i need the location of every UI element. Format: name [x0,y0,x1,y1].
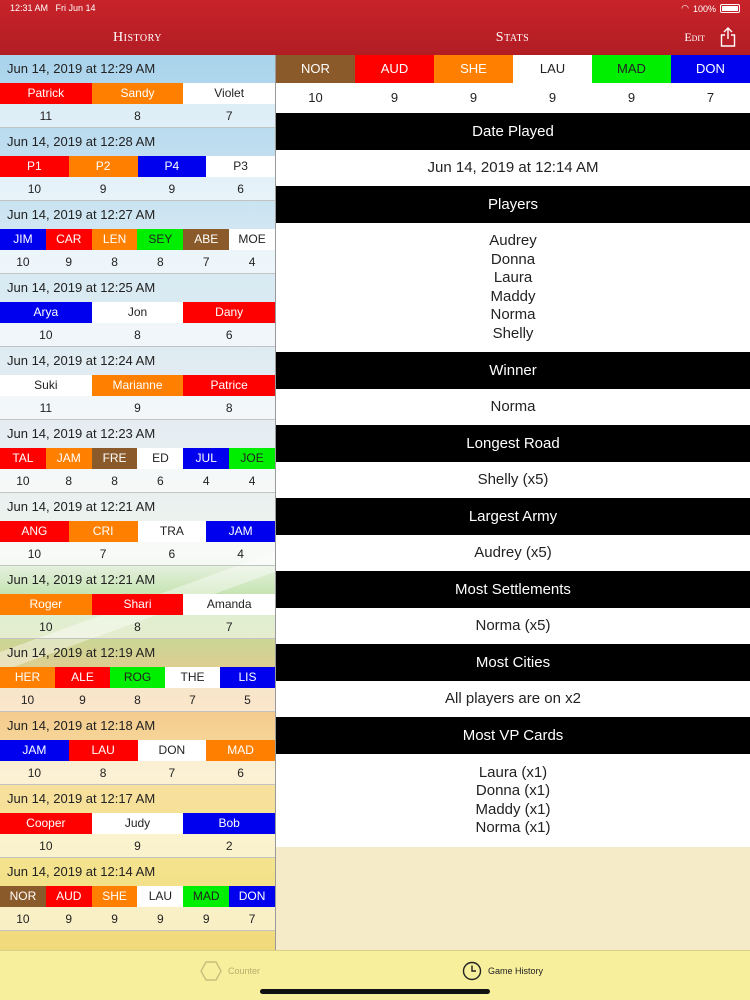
stats-sections [276,113,750,847]
stats-value-line: Maddy (x1) [475,800,551,818]
game-player-names [0,229,275,250]
player-name-cell: SHE [92,886,138,907]
player-score-cell: 6 [157,474,164,488]
player-name-cell: Sandy [92,83,184,104]
game-player-scores [0,761,275,785]
history-game-row[interactable] [0,347,275,420]
player-score-cell: 4 [248,474,256,488]
game-date: Jun 14, 2019 at 12:18 AM [7,718,156,733]
player-name-cell: JAM [0,740,69,761]
stats-section-body [276,150,750,186]
player-score-cell: 8 [134,109,141,123]
battery-percent: 100% [692,3,716,14]
player-score-cell: 4 [202,474,210,488]
player-score-cell: 10 [27,547,42,561]
stats-player-score: 9 [390,90,399,105]
player-score-cell: 7 [202,255,210,269]
player-score-cell: 10 [39,620,53,634]
edit-button[interactable]: Edit [684,30,705,44]
player-name-cell: ED [137,448,183,469]
history-game-row[interactable] [0,493,275,566]
player-name-cell: Violet [183,83,275,104]
stats-value-line: Norma [490,306,536,324]
stats-value-line: Shelly [492,324,534,342]
stats-value-line: Donna [490,250,536,268]
player-name-cell: Dany [183,302,275,323]
game-player-names [0,521,275,542]
share-icon[interactable] [720,27,736,47]
player-score-cell: 9 [99,182,107,196]
player-name-cell: NOR [0,886,46,907]
player-score-cell: 8 [99,766,107,780]
player-name-cell: MOE [229,229,275,250]
history-game-row[interactable] [0,858,275,931]
game-date: Jun 14, 2019 at 12:21 AM [7,572,156,587]
player-score-cell: 9 [157,912,164,926]
game-player-scores [0,688,275,712]
stats-section-header: Players [276,186,750,223]
tab-counter-label: Counter [228,966,261,976]
player-score-cell: 7 [99,547,107,561]
player-name-cell: P2 [69,156,138,177]
stats-player-name: NOR [276,55,355,83]
history-game-row[interactable] [0,566,275,639]
player-name-cell: Cooper [0,813,92,834]
player-name-cell: MAD [206,740,275,761]
stats-player-score: 9 [469,90,478,105]
game-date: Jun 14, 2019 at 12:25 AM [7,280,156,295]
history-title: History [113,30,162,45]
player-score-cell: 10 [27,766,42,780]
player-name-cell: JIM [0,229,46,250]
stats-value-line: Shelly (x5) [477,471,549,489]
stats-player-score: 9 [548,90,557,105]
player-name-cell: ABE [183,229,229,250]
stats-player-name: SHE [434,55,513,83]
player-score-cell: 11 [39,109,53,123]
game-player-names [0,375,275,396]
player-score-cell: 9 [79,693,86,707]
stats-value-line: Norma (x5) [475,617,551,635]
game-date: Jun 14, 2019 at 12:21 AM [7,499,156,514]
stats-section-body [276,223,750,352]
history-game-row[interactable] [0,55,275,128]
stats-player-score: 9 [627,90,636,105]
player-name-cell: LAU [69,740,138,761]
game-date: Jun 14, 2019 at 12:24 AM [7,353,156,368]
game-player-scores [0,834,275,858]
game-date: Jun 14, 2019 at 12:28 AM [7,134,156,149]
player-name-cell: Patrice [183,375,275,396]
game-player-scores [0,104,275,128]
player-score-cell: 2 [225,839,233,853]
player-name-cell: Judy [92,813,184,834]
player-name-cell: Arya [0,302,92,323]
game-player-scores [0,615,275,639]
player-score-cell: 9 [65,912,73,926]
history-game-row[interactable] [0,201,275,274]
game-player-names [0,448,275,469]
stats-value-line: Audrey (x5) [474,544,552,562]
player-name-cell: FRE [92,448,138,469]
player-score-cell: 9 [134,839,141,853]
player-score-cell: 10 [39,328,53,342]
stats-value-line: Jun 14, 2019 at 12:14 AM [427,158,599,176]
player-name-cell: ANG [0,521,69,542]
player-score-cell: 6 [237,182,244,196]
game-player-names [0,740,275,761]
game-player-scores [0,469,275,493]
player-score-cell: 8 [111,255,118,269]
player-name-cell: JAM [206,521,275,542]
game-player-names [0,813,275,834]
player-score-cell: 7 [168,766,176,780]
tab-counter[interactable] [200,961,260,981]
history-game-row[interactable] [0,785,275,858]
stats-section-body [276,608,750,644]
player-score-cell: 10 [16,912,30,926]
stats-value-line: Norma (x1) [475,819,551,837]
player-score-cell: 4 [237,547,244,561]
player-name-cell: TRA [138,521,207,542]
battery-icon [720,4,740,13]
player-score-cell: 6 [168,547,176,561]
game-date: Jun 14, 2019 at 12:17 AM [7,791,156,806]
game-player-names [0,667,275,688]
player-name-cell: JUL [183,448,229,469]
player-score-cell: 10 [27,182,42,196]
player-name-cell: DON [229,886,275,907]
player-name-cell: Shari [92,594,184,615]
clock-icon [462,961,482,981]
player-name-cell: MAD [183,886,229,907]
stats-section-header: Most VP Cards [276,717,750,754]
status-clock: 12:31 AM [10,3,49,13]
player-name-cell: Amanda [183,594,275,615]
player-score-cell: 10 [16,474,30,488]
game-date: Jun 14, 2019 at 12:27 AM [7,207,156,222]
player-score-cell: 11 [39,401,53,415]
stats-value-line: All players are on x2 [445,690,581,708]
hexagon-icon [200,961,222,981]
player-score-cell: 7 [248,912,256,926]
status-time [10,3,96,13]
home-indicator [260,989,490,994]
game-player-scores [0,542,275,566]
player-name-cell: Suki [0,375,92,396]
player-name-cell: CRI [69,521,138,542]
player-score-cell: 5 [244,693,251,707]
stats-player-score: 10 [308,90,323,105]
player-name-cell: P1 [0,156,69,177]
tab-game-history[interactable] [462,961,543,981]
stats-value-line: Laura [493,269,533,287]
stats-title: Stats [495,30,530,45]
history-game-row[interactable] [0,420,275,493]
player-name-cell: Jon [92,302,184,323]
history-game-row[interactable] [0,128,275,201]
player-score-cell: 10 [16,255,30,269]
game-player-names [0,83,275,104]
player-score-cell: 10 [39,839,53,853]
player-name-cell: THE [165,667,220,688]
player-name-cell: HER [0,667,55,688]
player-score-cell: 8 [134,328,141,342]
stats-value-line: Audrey [489,232,537,250]
player-name-cell: LEN [92,229,138,250]
history-game-row[interactable] [0,712,275,785]
stats-value-line: Norma [490,398,536,416]
game-player-scores [0,323,275,347]
stats-section-header: Winner [276,352,750,389]
game-date: Jun 14, 2019 at 12:23 AM [7,426,156,441]
history-game-row[interactable] [0,639,275,712]
game-player-scores [0,250,275,274]
player-score-cell: 7 [225,620,233,634]
stats-player-name: LAU [513,55,592,83]
player-name-cell: P3 [206,156,275,177]
player-score-cell: 9 [168,182,176,196]
player-name-cell: ALE [55,667,110,688]
player-name-cell: P4 [138,156,207,177]
game-player-names [0,302,275,323]
player-name-cell: LIS [220,667,275,688]
stats-player-name: AUD [355,55,434,83]
player-score-cell: 7 [189,693,196,707]
player-score-cell: 6 [225,328,233,342]
stats-value-line: Laura (x1) [478,763,548,781]
stats-section-body [276,681,750,717]
stats-section-body [276,462,750,498]
game-player-names [0,156,275,177]
player-score-cell: 10 [20,693,35,707]
game-date: Jun 14, 2019 at 12:19 AM [7,645,156,660]
game-date: Jun 14, 2019 at 12:29 AM [7,61,156,76]
stats-section-header: Largest Army [276,498,750,535]
player-name-cell: AUD [46,886,92,907]
player-score-cell: 4 [248,255,256,269]
player-name-cell: LAU [137,886,183,907]
stats-player-score: 7 [706,90,715,105]
tab-history-label: Game History [488,966,544,976]
stats-section-header: Most Cities [276,644,750,681]
game-player-scores [0,396,275,420]
game-history-list[interactable] [0,55,275,950]
status-bar [10,3,740,15]
player-name-cell: Patrick [0,83,92,104]
game-player-scores [0,177,275,201]
game-date: Jun 14, 2019 at 12:14 AM [7,864,156,879]
player-name-cell: DON [138,740,207,761]
stats-value-line: Donna (x1) [475,782,551,800]
player-score-cell: 6 [237,766,244,780]
stats-value-line: Maddy [490,287,536,305]
player-name-cell: Bob [183,813,275,834]
tab-bar [0,950,750,1000]
player-score-cell: 7 [225,109,233,123]
stats-player-scores [276,83,750,113]
stats-section-body [276,754,750,847]
player-name-cell: ROG [110,667,165,688]
stats-player-name: DON [671,55,750,83]
player-name-cell: JOE [229,448,275,469]
wifi-icon: ◠ [681,3,689,13]
status-right [681,3,740,14]
player-score-cell: 8 [134,620,141,634]
stats-player-name: MAD [592,55,671,83]
player-score-cell: 8 [225,401,233,415]
game-stats-panel [276,55,750,950]
stats-player-names [276,55,750,83]
navigation-bar [0,0,750,55]
game-player-scores [0,907,275,931]
player-name-cell: Marianne [92,375,184,396]
status-date: Fri Jun 14 [55,3,96,13]
stats-section-header: Date Played [276,113,750,150]
stats-section-body [276,535,750,571]
stats-section-body [276,389,750,425]
player-score-cell: 9 [65,255,73,269]
player-score-cell: 9 [134,401,141,415]
stats-section-header: Longest Road [276,425,750,462]
game-player-names [0,594,275,615]
player-score-cell: 8 [111,474,118,488]
player-name-cell: JAM [46,448,92,469]
player-name-cell: Roger [0,594,92,615]
player-score-cell: 9 [111,912,118,926]
game-player-names [0,886,275,907]
stats-section-header: Most Settlements [276,571,750,608]
player-name-cell: TAL [0,448,46,469]
player-name-cell: CAR [46,229,92,250]
player-score-cell: 8 [134,693,141,707]
player-score-cell: 8 [65,474,73,488]
player-score-cell: 8 [157,255,164,269]
history-game-row[interactable] [0,274,275,347]
player-name-cell: SEY [137,229,183,250]
player-score-cell: 9 [202,912,210,926]
